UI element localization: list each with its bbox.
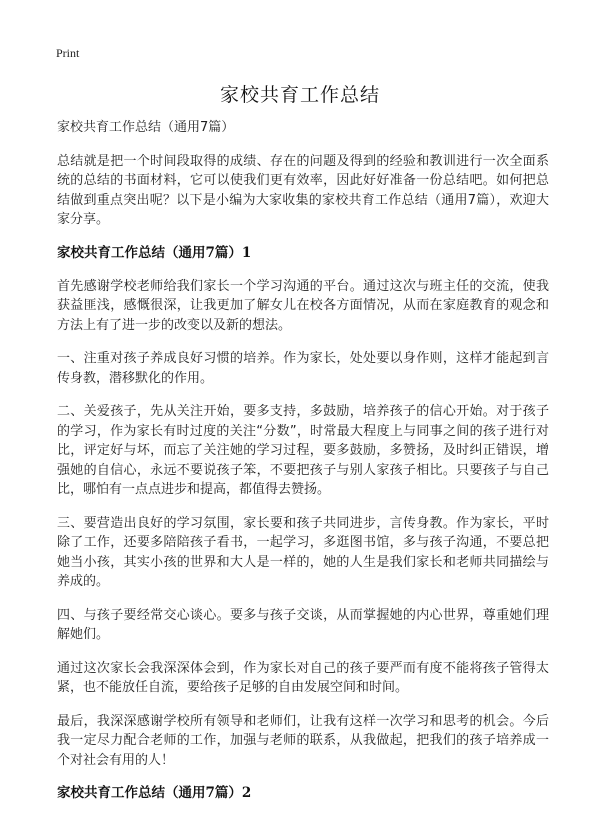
- article-body: [57, 118, 549, 817]
- print-link[interactable]: Print: [56, 46, 80, 60]
- section-heading-1: 家校共育工作总结（通用7篇）1: [57, 244, 252, 261]
- section-1-paragraph: 通过这次家长会我深深体会到，作为家长对自己的孩子要严而有度不能将孩子管得太紧，也不能放任自流，要给孩子足够的自由发展空间和时间。: [57, 660, 549, 695]
- section-1-paragraph: 最后，我深深感谢学校所有领导和老师们，让我有这样一次学习和思考的机会。今后我一定尽力配合老师的工作，加强与老师的联系，从我做起，把我们的孩子培养成一个对社会有用的人！: [57, 713, 549, 768]
- section-1-paragraph: 二、关爱孩子，先从关注开始，要多支持，多鼓励，培养孩子的信心开始。对于孩子的学习，作为家长有时过度的关注“分数”，时常最大程度上与同事之间的孩子进行对比，评定好与坏，而忘了关注她的学习过程，要多鼓励，多赞扬，及时纠正错误，增强她的自信心，永远不要说孩子笨，不要把孩子与别人家孩子相比。只要孩子与自己比，哪怕有一点点进步和提高，都值得去赞扬。: [57, 404, 549, 497]
- section-1-paragraph: 首先感谢学校老师给我们家长一个学习沟通的平台。通过这次与班主任的交流，使我获益匪浅，感慨很深，让我更加了解女儿在校各方面情况，从而在家庭教育的观念和方法上有了进一步的改变以及新的想法。: [57, 278, 549, 333]
- section-1-paragraph: 三、要营造出良好的学习氛围，家长要和孩子共同进步，言传身教。作为家长，平时除了工作，还要多陪陪孩子看书，一起学习，多逛图书馆，多与孩子沟通，不要总把她当小孩，其实小孩的世界和大人是一样的，她的人生是我们家长和老师共同描绘与养成的。: [57, 515, 549, 589]
- page-title: 家校共育工作总结: [219, 84, 380, 106]
- section-1-paragraph: 四、与孩子要经常交心谈心。要多与孩子交谈，从而掌握她的内心世界，尊重她们理解她们。: [57, 607, 549, 642]
- section-1-paragraph: 一、注重对孩子养成良好习惯的培养。作为家长，处处要以身作则，这样才能起到言传身教，潜移默化的作用。: [57, 351, 549, 386]
- section-heading-2: 家校共育工作总结（通用7篇）2: [57, 785, 252, 801]
- article-subtitle: 家校共育工作总结（通用7篇）: [57, 120, 235, 135]
- intro-paragraph: 总结就是把一个时间段取得的成绩、存在的问题及得到的经验和教训进行一次全面系统的总结的书面材料，它可以使我们更有效率，因此好好准备一份总结吧。如何把总结做到重点突出呢？以下是小编为大家收集的家校共育工作总结（通用7篇），欢迎大家分享。: [57, 153, 549, 227]
